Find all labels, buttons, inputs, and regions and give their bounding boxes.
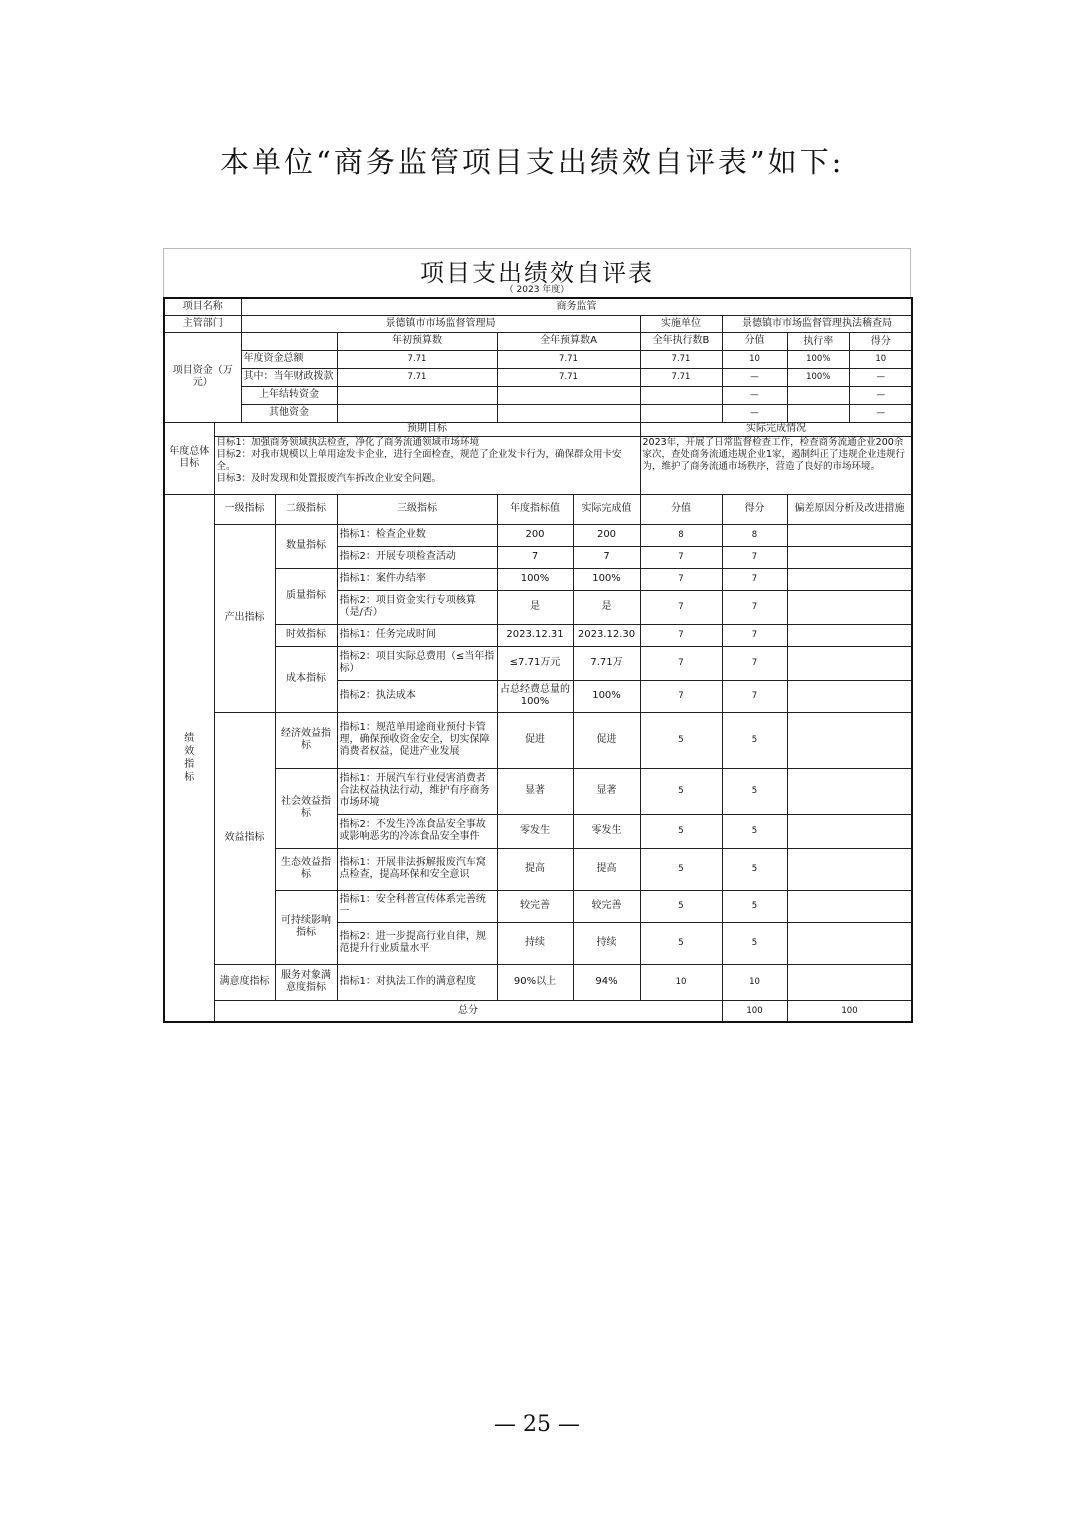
perf-reason [787, 680, 912, 712]
perf-reason [787, 890, 912, 922]
perf-row [164, 768, 912, 814]
perf-reason [787, 546, 912, 568]
perf-reason [787, 568, 912, 590]
perf-reason [787, 768, 912, 814]
perf-actual: 200 [573, 524, 640, 546]
perf-target: 显著 [497, 768, 573, 814]
funds-header-initial: 年初预算数 [337, 332, 497, 350]
funds-got: — [876, 407, 885, 418]
funds-annual [497, 386, 640, 404]
total-row [164, 1000, 912, 1022]
perf-target: 促进 [497, 712, 573, 768]
total-label: 总分 [214, 1000, 722, 1022]
perf-l3: 指标2：执法成本 [337, 680, 497, 712]
perf-actual: 持续 [573, 922, 640, 964]
perf-score: 7 [640, 680, 722, 712]
perf-l3: 指标1：开展非法拆解报废汽车窝点检查，提高环保和安全意识 [337, 848, 497, 890]
funds-row [164, 368, 912, 386]
funds-header-row [164, 332, 912, 350]
project-name-row [164, 298, 912, 315]
funds-header-score: 分值 [722, 332, 787, 350]
goals-row [164, 436, 912, 494]
funds-header-executed: 全年执行数B [640, 332, 722, 350]
perf-reason [787, 814, 912, 848]
funds-got: — [876, 389, 885, 400]
perf-score: 7 [640, 646, 722, 680]
perf-header-l2: 二级指标 [275, 494, 337, 524]
funds-rate: 100% [788, 369, 851, 386]
funds-score: — [722, 404, 787, 422]
perf-reason [787, 712, 912, 768]
perf-actual: 2023.12.30 [573, 624, 640, 646]
perf-actual: 7 [573, 546, 640, 568]
perf-l3: 指标1：案件办结率 [337, 568, 497, 590]
funds-annual [497, 404, 640, 422]
perf-got: 5 [722, 922, 787, 964]
funds-row-name: 年度资金总额 [241, 350, 337, 368]
perf-l2: 时效指标 [275, 624, 337, 646]
perf-target: 是 [497, 590, 573, 624]
funds-rate [788, 387, 851, 404]
funds-score: — [722, 386, 787, 404]
dept-label: 主管部门 [164, 315, 241, 332]
perf-score: 7 [640, 546, 722, 568]
funds-header-annual: 全年预算数A [497, 332, 640, 350]
perf-target: 占总经费总量的100% [497, 680, 573, 712]
funds-got: 10 [875, 353, 887, 364]
perf-l1: 产出指标 [214, 524, 275, 712]
perf-l2: 生态效益指标 [275, 848, 337, 890]
funds-rate [788, 405, 851, 422]
perf-got: 5 [722, 768, 787, 814]
project-name-value: 商务监管 [241, 298, 912, 315]
perf-reason [787, 964, 912, 1000]
funds-rate-got [787, 368, 912, 386]
page-heading: 本单位“商务监管项目支出绩效自评表”如下: [220, 145, 845, 179]
perf-target: 较完善 [497, 890, 573, 922]
perf-got: 7 [722, 624, 787, 646]
funds-rate-got [787, 386, 912, 404]
perf-score: 7 [640, 568, 722, 590]
perf-score: 5 [640, 890, 722, 922]
perf-header-score: 分值 [640, 494, 722, 524]
perf-target: 7 [497, 546, 573, 568]
perf-score: 5 [640, 814, 722, 848]
funds-annual: 7.71 [497, 350, 640, 368]
perf-l3: 指标1：规范单用途商业预付卡管理，确保预收资金安全，切实保障消费者权益，促进产业发展 [337, 712, 497, 768]
perf-score: 10 [640, 964, 722, 1000]
perf-score: 7 [640, 590, 722, 624]
funds-row-name: 上年结转资金 [241, 386, 337, 404]
page-number: — 25 — [494, 1412, 580, 1437]
perf-target: ≤7.71万元 [497, 646, 573, 680]
funds-executed [640, 404, 722, 422]
perf-label-text: 绩效指标 [184, 732, 195, 783]
perf-target: 90%以上 [497, 964, 573, 1000]
perf-l2: 服务对象满意度指标 [275, 964, 337, 1000]
perf-got: 10 [722, 964, 787, 1000]
perf-target: 提高 [497, 848, 573, 890]
perf-l2: 社会效益指标 [275, 768, 337, 848]
funds-rate-got [787, 350, 912, 368]
impl-value: 景德镇市市场监督管理执法稽查局 [722, 315, 912, 332]
perf-target: 100% [497, 568, 573, 590]
funds-executed: 7.71 [640, 368, 722, 386]
table-caption [163, 248, 911, 297]
project-name-label: 项目名称 [164, 298, 241, 315]
perf-l1: 满意度指标 [214, 964, 275, 1000]
perf-header-actual: 实际完成值 [573, 494, 640, 524]
funds-header-rate: 执行率 [788, 333, 851, 350]
funds-score: 10 [722, 350, 787, 368]
funds-row-name: 其中：当年财政拨款 [241, 368, 337, 386]
perf-got: 7 [722, 546, 787, 568]
perf-row [164, 646, 912, 680]
funds-executed [640, 386, 722, 404]
perf-l3: 指标2：项目实际总费用（≤当年指标） [337, 646, 497, 680]
perf-l2: 数量指标 [275, 524, 337, 568]
perf-actual: 7.71万 [573, 646, 640, 680]
impl-label: 实施单位 [640, 315, 722, 332]
funds-executed: 7.71 [640, 350, 722, 368]
perf-l1: 效益指标 [214, 712, 275, 964]
dept-row [164, 315, 912, 332]
perf-row [164, 712, 912, 768]
funds-rate: 100% [788, 351, 851, 368]
perf-reason [787, 848, 912, 890]
actual-goals-text: 2023年，开展了日常监督检查工作，检查商务流通企业200余家次，查处商务流通违规企业1家，遏制纠正了违规企业违规行为，维护了商务流通市场秩序，营造了良好的市场环境。 [640, 436, 912, 494]
perf-got: 7 [722, 590, 787, 624]
perf-reason [787, 524, 912, 546]
self-evaluation-table [163, 248, 911, 1023]
total-score: 100 [722, 1000, 787, 1022]
perf-l2: 可持续影响指标 [275, 890, 337, 964]
perf-actual: 提高 [573, 848, 640, 890]
perf-got: 8 [722, 524, 787, 546]
perf-l3: 指标1：开展汽车行业侵害消费者合法权益执法行动，维护有序商务市场环境 [337, 768, 497, 814]
perf-score: 5 [640, 712, 722, 768]
perf-row [164, 848, 912, 890]
perf-actual: 是 [573, 590, 640, 624]
perf-l3: 指标2：进一步提高行业自律，规范提升行业质量水平 [337, 922, 497, 964]
funds-initial: 7.71 [337, 368, 497, 386]
perf-row [164, 568, 912, 590]
goals-header-row [164, 422, 912, 436]
dept-value: 景德镇市市场监督管理局 [241, 315, 640, 332]
perf-l3: 指标1：对执法工作的满意程度 [337, 964, 497, 1000]
perf-actual: 零发生 [573, 814, 640, 848]
perf-score: 8 [640, 524, 722, 546]
perf-header-reason: 偏差原因分析及改进措施 [787, 494, 912, 524]
perf-got: 7 [722, 646, 787, 680]
perf-l3: 指标1：任务完成时间 [337, 624, 497, 646]
funds-name-header [241, 332, 337, 350]
perf-header-l1: 一级指标 [214, 494, 275, 524]
perf-actual: 显著 [573, 768, 640, 814]
evaluation-grid [163, 297, 913, 1023]
total-got: 100 [787, 1000, 912, 1022]
perf-reason [787, 922, 912, 964]
perf-l3: 指标2：项目资金实行专项核算（是/否） [337, 590, 497, 624]
funds-row [164, 350, 912, 368]
perf-score: 7 [640, 624, 722, 646]
funds-initial [337, 386, 497, 404]
funds-score: — [722, 368, 787, 386]
expected-goals-text: 目标1：加强商务领域执法检查，净化了商务流通领域市场环境 目标2：对我市规模以上单用途发卡企业，进行全面检查，规范了企业发卡行为，确保群众用卡安全。 目标3：及时发现和处置报废汽车拆改企业安全问题。 [214, 436, 640, 494]
funds-initial: 7.71 [337, 350, 497, 368]
perf-target: 200 [497, 524, 573, 546]
perf-row [164, 890, 912, 922]
perf-l2: 质量指标 [275, 568, 337, 624]
perf-actual: 100% [573, 680, 640, 712]
table-year: （ 2023 年度） [504, 285, 570, 295]
perf-row [164, 524, 912, 546]
funds-label: 项目资金（万元） [164, 332, 241, 422]
perf-l3: 指标1：检查企业数 [337, 524, 497, 546]
funds-row [164, 404, 912, 422]
perf-got: 5 [722, 890, 787, 922]
perf-got: 5 [722, 848, 787, 890]
perf-got: 7 [722, 680, 787, 712]
funds-header-got: 得分 [870, 335, 891, 347]
funds-got: — [876, 371, 885, 382]
perf-header-l3: 三级指标 [337, 494, 497, 524]
perf-score: 5 [640, 768, 722, 814]
perf-actual: 100% [573, 568, 640, 590]
perf-got: 5 [722, 712, 787, 768]
table-title: 项目支出绩效自评表 [420, 259, 654, 287]
perf-header-got: 得分 [722, 494, 787, 524]
perf-l3: 指标2：开展专项检查活动 [337, 546, 497, 568]
funds-annual: 7.71 [497, 368, 640, 386]
expected-goals-header: 预期目标 [214, 422, 640, 436]
funds-row [164, 386, 912, 404]
perf-header-row [164, 494, 912, 524]
funds-header-rate-got [787, 332, 912, 350]
perf-reason [787, 646, 912, 680]
perf-l3: 指标2：不发生冷冻食品安全事故或影响恶劣的冷冻食品安全事件 [337, 814, 497, 848]
actual-goals-header: 实际完成情况 [640, 422, 912, 436]
perf-l2: 经济效益指标 [275, 712, 337, 768]
perf-l3: 指标1：安全科普宣传体系完善统一 [337, 890, 497, 922]
perf-target: 持续 [497, 922, 573, 964]
perf-actual: 促进 [573, 712, 640, 768]
perf-label [164, 494, 214, 1022]
perf-score: 5 [640, 848, 722, 890]
funds-rate-got [787, 404, 912, 422]
perf-l2: 成本指标 [275, 646, 337, 712]
funds-row-name: 其他资金 [241, 404, 337, 422]
perf-row [164, 624, 912, 646]
perf-actual: 94% [573, 964, 640, 1000]
perf-got: 5 [722, 814, 787, 848]
goals-label: 年度总体目标 [164, 422, 214, 494]
perf-header-target: 年度指标值 [497, 494, 573, 524]
perf-row [164, 964, 912, 1000]
funds-initial [337, 404, 497, 422]
perf-got: 7 [722, 568, 787, 590]
perf-target: 2023.12.31 [497, 624, 573, 646]
perf-reason [787, 624, 912, 646]
perf-score: 5 [640, 922, 722, 964]
perf-actual: 较完善 [573, 890, 640, 922]
perf-reason [787, 590, 912, 624]
perf-target: 零发生 [497, 814, 573, 848]
